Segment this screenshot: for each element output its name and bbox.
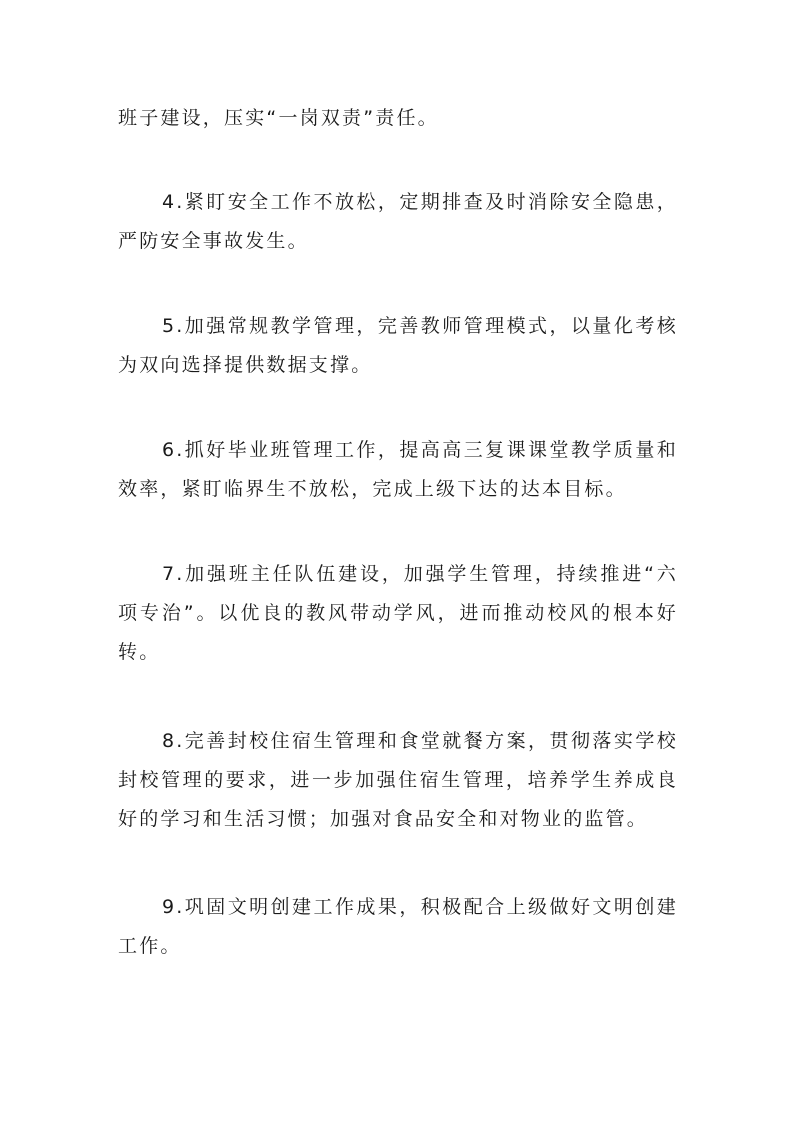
paragraph-continuation: 班子建设，压实“一岗双责”责任。 — [118, 107, 439, 129]
paragraph-item-6: 6.抓好毕业班管理工作，提高高三复课课堂教学质量和效率，紧盯临界生不放松，完成上级下达的达本目标。 — [118, 439, 678, 500]
paragraph-item-4: 4.紧盯安全工作不放松，定期排查及时消除安全隐患，严防安全事故发生。 — [118, 191, 678, 252]
paragraph-item-9: 9.巩固文明创建工作成果，积极配合上级做好文明创建工作。 — [118, 896, 678, 957]
paragraph-item-5: 5.加强常规教学管理，完善教师管理模式，以量化考核为双向选择提供数据支撑。 — [118, 315, 678, 376]
paragraph-item-8: 8.完善封校住宿生管理和食堂就餐方案，贯彻落实学校封校管理的要求，进一步加强住宿生管理，培养学生养成良好的学习和生活习惯；加强对食品安全和对物业的监管。 — [118, 730, 678, 830]
paragraph-item-7: 7.加强班主任队伍建设，加强学生管理，持续推进“六项专治”。以优良的教风带动学风，进而推动校风的根本好转。 — [118, 563, 678, 663]
